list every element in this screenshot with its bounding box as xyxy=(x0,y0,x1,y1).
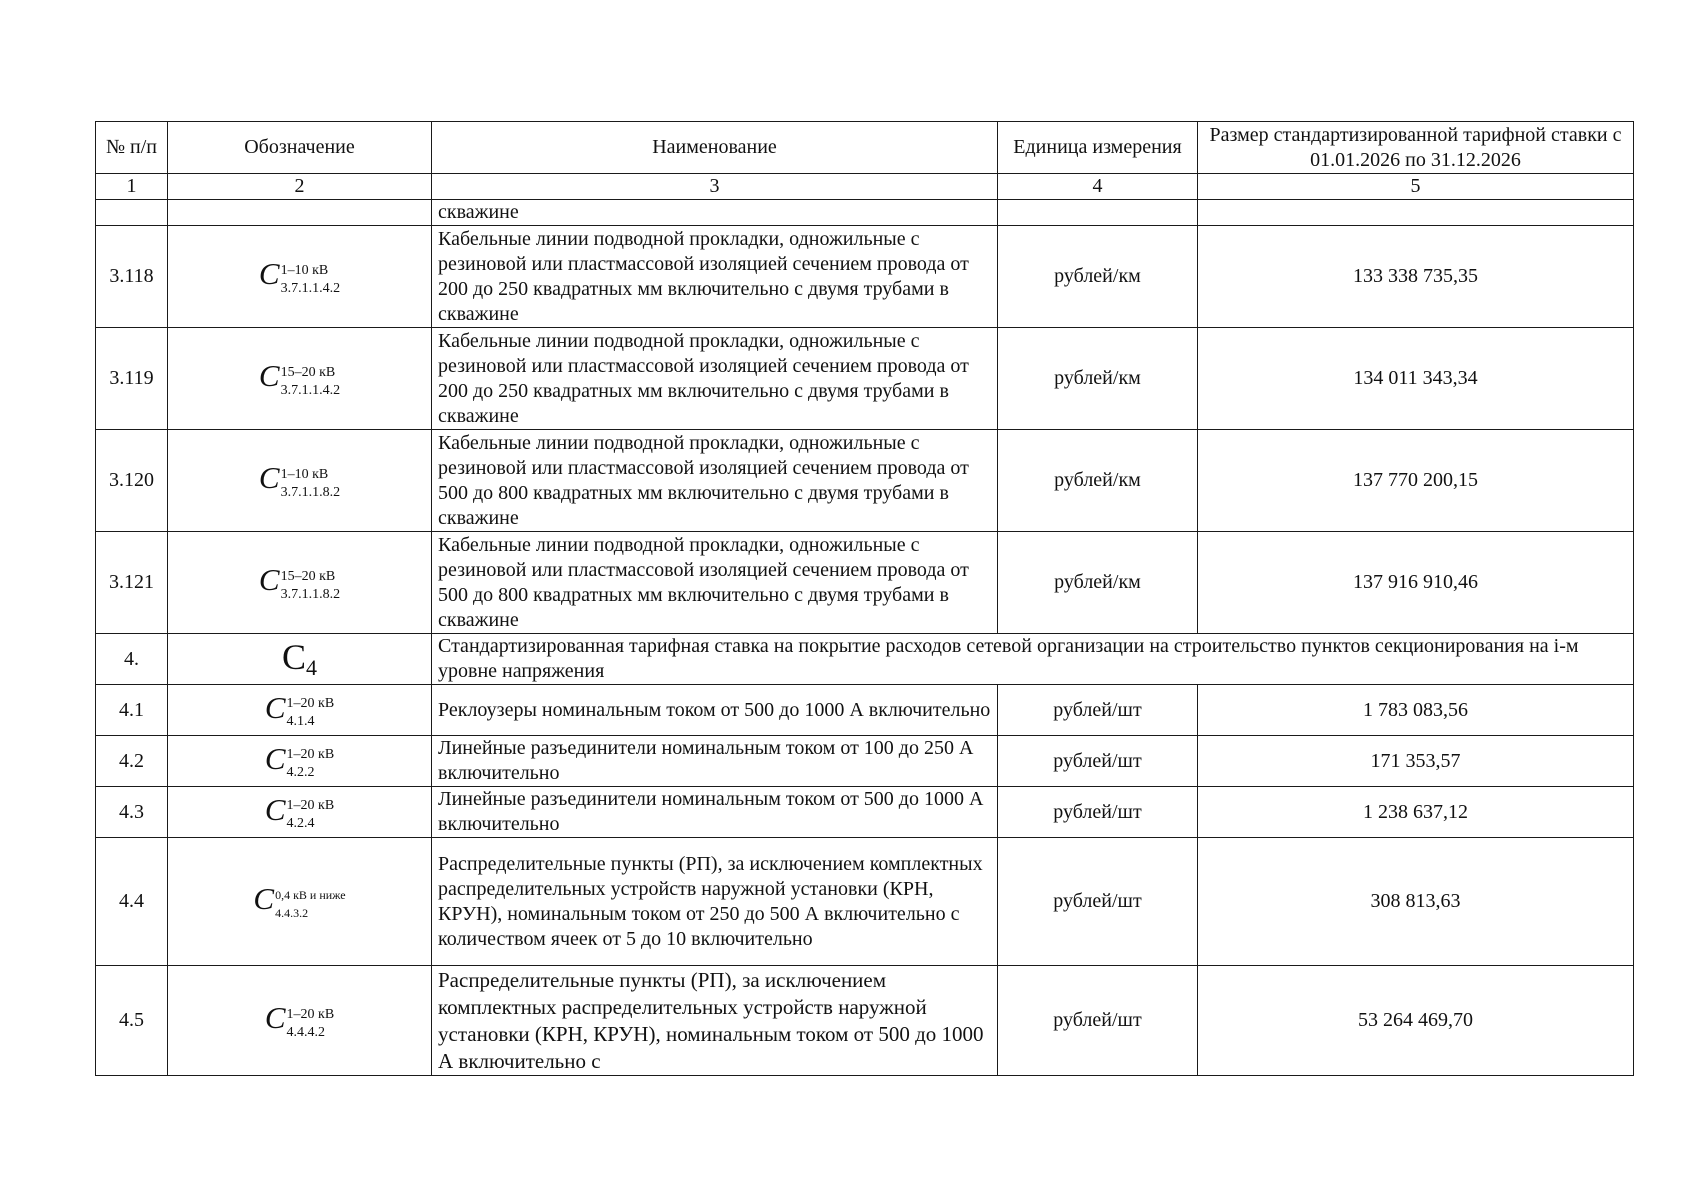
row-unit: рублей/шт xyxy=(998,685,1198,736)
row-name: Кабельные линии подводной прокладки, одножильные с резиновой или пластмассовой изоляцией сечением провода от 200 до 250 квадратных мм включительно с двумя трубами в скважине xyxy=(432,226,998,328)
column-number: 4 xyxy=(998,174,1198,200)
row-value: 53 264 469,70 xyxy=(1198,966,1634,1076)
row-designation xyxy=(168,226,432,328)
row-value: 1 238 637,12 xyxy=(1198,787,1634,838)
row-num: 4.2 xyxy=(96,736,168,787)
row-num: 3.120 xyxy=(96,430,168,532)
row-unit: рублей/км xyxy=(998,328,1198,430)
row-unit: рублей/шт xyxy=(998,838,1198,966)
row-num: 3.119 xyxy=(96,328,168,430)
designation-formula: C 15–20 кВ 3.7.1.1.4.2 xyxy=(258,358,341,398)
designation-formula: C 15–20 кВ 3.7.1.1.8.2 xyxy=(258,562,341,602)
row-designation xyxy=(168,787,432,838)
header-unit: Единица измерения xyxy=(998,122,1198,174)
designation-formula: C 0,4 кВ и ниже 4.4.3.2 xyxy=(253,881,346,920)
column-number: 2 xyxy=(168,174,432,200)
row-value: 133 338 735,35 xyxy=(1198,226,1634,328)
row-name: Кабельные линии подводной прокладки, одножильные с резиновой или пластмассовой изоляцией сечением провода от 500 до 800 квадратных мм включительно с двумя трубами в скважине xyxy=(432,532,998,634)
tariff-table xyxy=(95,121,1634,1076)
row-designation xyxy=(168,430,432,532)
row-designation xyxy=(168,736,432,787)
table-row xyxy=(96,430,1634,532)
section-num: 4. xyxy=(96,634,168,685)
section-designation xyxy=(168,634,432,685)
row-num: 4.4 xyxy=(96,838,168,966)
row-num: 4.5 xyxy=(96,966,168,1076)
section-name: Стандартизированная тарифная ставка на покрытие расходов сетевой организации на строительство пунктов секционирования на i-м уровне напряжения xyxy=(432,634,1634,685)
row-designation xyxy=(168,966,432,1076)
table-row xyxy=(96,966,1634,1076)
row-designation xyxy=(168,532,432,634)
designation-formula: C 1–10 кВ 3.7.1.1.8.2 xyxy=(258,460,341,500)
row-name: Кабельные линии подводной прокладки, одножильные с резиновой или пластмассовой изоляцией сечением провода от 500 до 800 квадратных мм включительно с двумя трубами в скважине xyxy=(432,430,998,532)
row-value: 308 813,63 xyxy=(1198,838,1634,966)
header-value: Размер стандартизированной тарифной ставки с 01.01.2026 по 31.12.2026 xyxy=(1198,122,1634,174)
section-row xyxy=(96,634,1634,685)
row-unit: рублей/км xyxy=(998,226,1198,328)
row-unit: рублей/км xyxy=(998,430,1198,532)
designation-formula: C 1–20 кВ 4.4.4.2 xyxy=(264,1000,335,1040)
header-name: Наименование xyxy=(432,122,998,174)
header-row xyxy=(96,122,1634,174)
row-num: 3.121 xyxy=(96,532,168,634)
row-num: 3.118 xyxy=(96,226,168,328)
row-value: 137 916 910,46 xyxy=(1198,532,1634,634)
row-name: Распределительные пункты (РП), за исключением комплектных распределительных устройств наружной установки (КРН, КРУН), номинальным током от 500 до 1000 А включительно с xyxy=(432,966,998,1076)
continuation-text: скважине xyxy=(432,200,998,226)
designation-formula: C4 xyxy=(281,637,317,680)
table-row xyxy=(96,685,1634,736)
column-number-row xyxy=(96,174,1634,200)
row-unit: рублей/шт xyxy=(998,787,1198,838)
column-number: 1 xyxy=(96,174,168,200)
row-num: 4.3 xyxy=(96,787,168,838)
table-row xyxy=(96,328,1634,430)
designation-formula: C 1–20 кВ 4.2.2 xyxy=(264,740,335,781)
row-designation xyxy=(168,328,432,430)
row-designation xyxy=(168,685,432,736)
row-designation xyxy=(168,838,432,966)
column-number: 3 xyxy=(432,174,998,200)
table-row xyxy=(96,736,1634,787)
row-value: 137 770 200,15 xyxy=(1198,430,1634,532)
designation-formula: C 1–10 кВ 3.7.1.1.4.2 xyxy=(258,256,341,296)
table-row xyxy=(96,532,1634,634)
row-value: 171 353,57 xyxy=(1198,736,1634,787)
row-unit: рублей/шт xyxy=(998,736,1198,787)
row-name: Распределительные пункты (РП), за исключением комплектных распределительных устройств наружной установки (КРН, КРУН), номинальным током от 250 до 500 А включительно с количеством ячеек от 5 до 10 включительно xyxy=(432,838,998,966)
column-number: 5 xyxy=(1198,174,1634,200)
row-name: Реклоузеры номинальным током от 500 до 1000 А включительно xyxy=(432,685,998,736)
designation-formula: C 1–20 кВ 4.1.4 xyxy=(264,689,335,730)
row-unit: рублей/км xyxy=(998,532,1198,634)
header-num: № п/п xyxy=(96,122,168,174)
row-unit: рублей/шт xyxy=(998,966,1198,1076)
row-name: Кабельные линии подводной прокладки, одножильные с резиновой или пластмассовой изоляцией сечением провода от 200 до 250 квадратных мм включительно с двумя трубами в скважине xyxy=(432,328,998,430)
designation-formula: C 1–20 кВ 4.2.4 xyxy=(264,791,335,832)
row-name: Линейные разъединители номинальным током от 100 до 250 А включительно xyxy=(432,736,998,787)
row-num: 4.1 xyxy=(96,685,168,736)
continuation-row xyxy=(96,200,1634,226)
table-row xyxy=(96,787,1634,838)
row-value: 134 011 343,34 xyxy=(1198,328,1634,430)
row-name: Линейные разъединители номинальным током от 500 до 1000 А включительно xyxy=(432,787,998,838)
table-row xyxy=(96,838,1634,966)
table-row xyxy=(96,226,1634,328)
header-designation: Обозначение xyxy=(168,122,432,174)
row-value: 1 783 083,56 xyxy=(1198,685,1634,736)
